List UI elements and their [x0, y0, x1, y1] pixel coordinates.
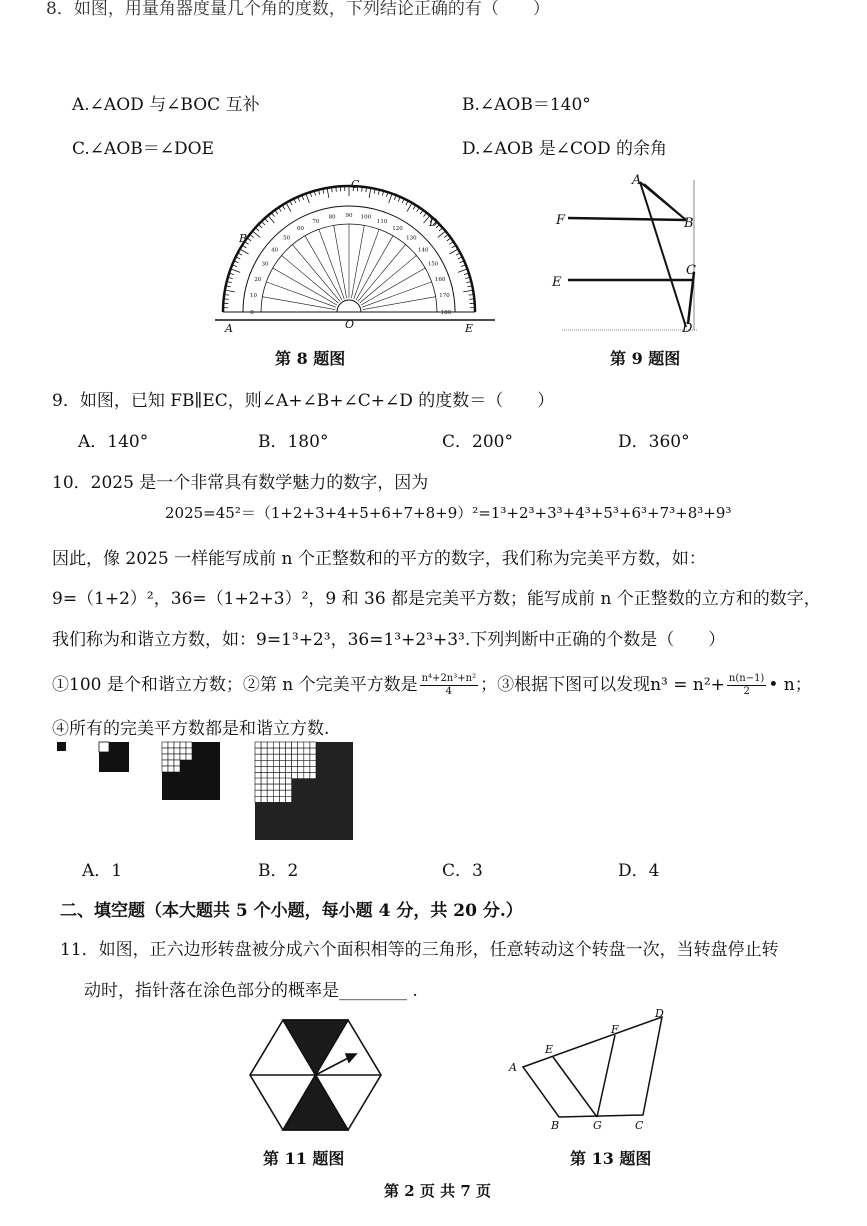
- protractor-tick: [452, 245, 456, 248]
- square-n4: [255, 742, 353, 840]
- grid-cell: [279, 754, 285, 760]
- grid-cell: [279, 773, 285, 779]
- protractor-tick: [449, 242, 453, 245]
- q10-option-c: C．3: [442, 861, 483, 881]
- protractor-scale-number: 120: [392, 225, 403, 232]
- protractor-label-d: D: [429, 216, 438, 229]
- q10-fraction-2: [727, 673, 766, 698]
- grid-cell: [162, 760, 168, 766]
- protractor-tick: [252, 231, 260, 237]
- protractor-tick: [286, 203, 291, 212]
- figure-9-caption: 第 9 题图: [610, 349, 681, 368]
- grid-cell: [261, 748, 267, 754]
- q10-line-4: 我们称为和谐立方数，如：9=1³+2³，36=1³+2³+3³.下列判断中正确的个数是（ ）: [52, 630, 726, 650]
- q9-option-d: D．360°: [618, 432, 690, 452]
- protractor-scale-number: 140: [418, 247, 429, 254]
- grid-cell: [279, 796, 285, 802]
- grid-cell: [255, 748, 261, 754]
- q8-option-d: D.∠AOB 是∠COD 的余角: [462, 139, 668, 159]
- protractor-tick: [231, 269, 240, 272]
- grid-cell: [273, 773, 279, 779]
- fig9-label-d: D: [682, 321, 693, 335]
- q10-fraction-1: [420, 673, 478, 698]
- q10-statement-3-end: • n；: [768, 675, 812, 695]
- grid-cell: [286, 773, 292, 779]
- grid-cell: [267, 766, 273, 772]
- fig13-label-b: B: [551, 1119, 560, 1132]
- grid-cell: [273, 778, 279, 784]
- shaded-triangle-top: [283, 1020, 348, 1075]
- q10-statement-1-2: ①100 是个和谐立方数；②第 n 个完美平方数是: [52, 675, 418, 695]
- protractor-scale-number: 70: [312, 218, 320, 225]
- grid-cell: [261, 784, 267, 790]
- grid-cell: [273, 760, 279, 766]
- protractor-tick: [327, 188, 329, 198]
- protractor-tick: [242, 245, 246, 248]
- protractor-tick: [444, 234, 448, 237]
- grid-cell: [310, 760, 316, 766]
- figure-13-caption: 第 13 题图: [570, 1149, 652, 1168]
- figure-11-caption: 第 11 题图: [263, 1149, 345, 1168]
- q10-frac2-denominator: 2: [743, 686, 750, 697]
- section-2-heading: 二、填空题（本大题共 5 个小题，每小题 4 分，共 20 分.）: [60, 901, 523, 921]
- q10-equation: 2025=45²＝（1+2+3+4+5+6+7+8+9）²=1³+2³+3³+4³+5³+6³+7³+8³+9³: [165, 504, 732, 522]
- q8-option-b: B.∠AOB＝140°: [462, 95, 591, 115]
- q9-option-b: B．180°: [258, 432, 329, 452]
- protractor-tick: [458, 269, 467, 272]
- grid-cell: [261, 766, 267, 772]
- grid-cell: [261, 778, 267, 784]
- grid-cell: [310, 742, 316, 748]
- protractor-tick: [261, 221, 264, 225]
- protractor-scale-number: 50: [283, 235, 291, 242]
- grid-cell: [310, 773, 316, 779]
- protractor-tick: [423, 213, 426, 217]
- protractor-tick: [420, 210, 423, 214]
- grid-cell: [168, 754, 174, 760]
- grid-cell: [267, 778, 273, 784]
- figure-9: [548, 170, 708, 335]
- protractor-tick: [268, 215, 274, 223]
- q9-option-c: C．200°: [442, 432, 513, 452]
- page-number-footer: 第 2 页 共 7 页: [384, 1182, 491, 1200]
- grid-cell: [286, 790, 292, 796]
- grid-cell: [255, 742, 261, 748]
- grid-cell: [292, 773, 298, 779]
- protractor-tick: [469, 299, 474, 300]
- grid-cell: [286, 766, 292, 772]
- protractor-tick: [282, 205, 285, 209]
- grid-cell: [255, 784, 261, 790]
- fig13-label-e: E: [545, 1043, 554, 1056]
- grid-cell: [304, 754, 310, 760]
- grid-cell: [255, 773, 261, 779]
- grid-cell: [180, 754, 186, 760]
- grid-cell: [162, 754, 168, 760]
- grid-cell: [273, 754, 279, 760]
- protractor-scale-number: 170: [439, 293, 450, 300]
- q10-option-d: D．4: [618, 861, 660, 881]
- grid-cell: [279, 742, 285, 748]
- figure-13: [505, 1005, 680, 1135]
- grid-cell: [273, 742, 279, 748]
- shaded-triangle-bottom: [283, 1075, 348, 1130]
- q10-line-2: 因此，像 2025 一样能写成前 n 个正整数和的平方的数字，我们称为完美平方数，如：: [52, 549, 706, 569]
- grid-cell: [168, 748, 174, 754]
- protractor-label-a: A: [225, 322, 233, 335]
- fig13-label-a: A: [509, 1061, 517, 1074]
- grid-cell: [168, 742, 174, 748]
- protractor-scale-number: 90: [345, 213, 353, 219]
- protractor-label-e: E: [465, 322, 474, 335]
- grid-cell: [273, 784, 279, 790]
- q9-stem: 9．如图，已知 FB∥EC，则∠A+∠B+∠C+∠D 的度数＝（ ）: [52, 391, 555, 411]
- grid-cell: [286, 784, 292, 790]
- protractor-scale-number: 100: [360, 214, 372, 221]
- protractor-scale-number: 40: [271, 247, 279, 254]
- protractor-tick: [336, 187, 337, 192]
- protractor-tick: [362, 187, 363, 192]
- protractor-tick: [255, 228, 259, 231]
- grid-cell: [298, 748, 304, 754]
- grid-cell: [261, 790, 267, 796]
- q10-frac1-denominator: 4: [445, 686, 453, 697]
- grid-cell: [298, 754, 304, 760]
- protractor-tick: [265, 218, 268, 222]
- grid-cell: [292, 748, 298, 754]
- protractor-label-c: C: [351, 178, 360, 191]
- square-n2: [99, 742, 129, 772]
- fig13-label-g: G: [593, 1119, 602, 1132]
- protractor-tick: [275, 210, 278, 214]
- grid-cell: [279, 760, 285, 766]
- grid-cell: [286, 778, 292, 784]
- line-fb: [568, 218, 686, 220]
- grid-cell: [267, 796, 273, 802]
- grid-cell: [279, 766, 285, 772]
- grid-cell: [255, 796, 261, 802]
- grid-cell: [273, 790, 279, 796]
- grid-cell: [279, 784, 285, 790]
- q10-line-3: 9=（1+2）²，36=（1+2+3）²，9 和 36 都是完美平方数；能写成前 n 个正整数的立方和的数字，: [52, 589, 821, 609]
- protractor-scale-number: 0: [250, 310, 254, 316]
- q10-squares-figure: [55, 738, 365, 843]
- protractor-tick: [250, 234, 254, 237]
- grid-cell: [292, 766, 298, 772]
- q10-statement-3: ；③根据下图可以发现n³ = n²+: [480, 675, 725, 695]
- grid-cell: [304, 773, 310, 779]
- q10-frac2-numerator: n(n−1): [728, 673, 765, 684]
- grid-cell: [174, 742, 180, 748]
- protractor-scale-number: 60: [297, 225, 304, 232]
- grid-cell: [304, 766, 310, 772]
- grid-cell: [168, 766, 174, 772]
- grid-cell: [261, 754, 267, 760]
- protractor-tick: [449, 249, 458, 254]
- protractor-tick: [224, 299, 229, 300]
- quadrilateral-abcd: [523, 1017, 662, 1117]
- q11-line-2: 动时，指针落在涂色部分的概率是________ .: [84, 981, 418, 1001]
- grid-cell: [261, 760, 267, 766]
- grid-cell: [279, 778, 285, 784]
- grid-cell: [255, 790, 261, 796]
- grid-cell: [255, 754, 261, 760]
- grid-cell: [267, 760, 273, 766]
- grid-cell: [310, 754, 316, 760]
- grid-cell: [267, 748, 273, 754]
- grid-cell: [168, 760, 174, 766]
- grid-cell: [304, 748, 310, 754]
- grid-cell: [279, 790, 285, 796]
- protractor-tick: [413, 205, 416, 209]
- grid-cell: [286, 742, 292, 748]
- grid-cell: [261, 773, 267, 779]
- grid-cell: [310, 748, 316, 754]
- protractor-scale-number: 20: [254, 276, 262, 283]
- square-n1: [57, 742, 66, 751]
- grid-cell: [267, 754, 273, 760]
- grid-cell: [255, 778, 261, 784]
- grid-cell: [267, 784, 273, 790]
- grid-cell: [186, 754, 192, 760]
- protractor-tick: [279, 208, 282, 212]
- grid-cell: [174, 760, 180, 766]
- grid-cell: [298, 742, 304, 748]
- protractor-tick: [463, 290, 473, 292]
- grid-cell: [267, 742, 273, 748]
- grid-cell: [310, 766, 316, 772]
- q9-option-a: A．140°: [78, 432, 149, 452]
- grid-cell: [304, 742, 310, 748]
- grid-cell: [286, 748, 292, 754]
- q10-line-1: 10．2025 是一个非常具有数学魅力的数字，因为: [52, 473, 429, 493]
- grid-cell: [292, 754, 298, 760]
- protractor-tick: [439, 228, 443, 231]
- protractor-label-o: O: [345, 318, 355, 331]
- protractor-tick: [271, 213, 274, 217]
- q8-stem: 8．如图，用量角器度量几个角的度数，下列结论正确的有（ ）: [46, 0, 550, 19]
- grid-cell: [186, 742, 192, 748]
- q11-line-1: 11．如图，正六边形转盘被分成六个面积相等的三角形，任意转动这个转盘一次，当转盘停止转: [60, 940, 779, 960]
- fig13-label-c: C: [635, 1119, 644, 1132]
- protractor-scale-number: 30: [261, 261, 269, 268]
- grid-cell: [267, 790, 273, 796]
- protractor-label-b: B: [239, 232, 248, 245]
- square-n3: [162, 742, 220, 800]
- grid-cell: [286, 796, 292, 802]
- protractor-figure: [215, 170, 500, 335]
- grid-cell: [180, 742, 186, 748]
- q10-option-a: A．1: [82, 861, 123, 881]
- protractor-scale-number: 150: [427, 261, 439, 268]
- grid-cell: [162, 742, 168, 748]
- grid-cell: [292, 742, 298, 748]
- grid-cell: [255, 766, 261, 772]
- q10-frac1-numerator: n⁴+2n³+n²: [421, 673, 477, 684]
- hexagon-spinner-figure: [248, 1018, 383, 1136]
- grid-cell: [298, 760, 304, 766]
- fig9-label-f: F: [556, 213, 566, 228]
- q10-statement-4: ④所有的完美平方数都是和谐立方数.: [52, 719, 330, 739]
- protractor-scale-number: 80: [328, 214, 336, 221]
- protractor-tick: [389, 194, 392, 203]
- q8-option-c: C.∠AOB＝∠DOE: [72, 139, 214, 159]
- figure-8-caption: 第 8 题图: [275, 349, 346, 368]
- grid-cell: [286, 760, 292, 766]
- grid-cell: [186, 748, 192, 754]
- grid-cell: [292, 760, 298, 766]
- grid-cell: [255, 760, 261, 766]
- q10-option-b: B．2: [258, 861, 299, 881]
- protractor-tick: [447, 238, 451, 241]
- fig9-label-a: A: [632, 173, 642, 188]
- protractor-scale-number: 130: [406, 235, 417, 242]
- grid-cell: [273, 766, 279, 772]
- grid-cell: [174, 754, 180, 760]
- fig9-label-e: E: [552, 275, 562, 290]
- grid-cell: [180, 748, 186, 754]
- protractor-tick: [258, 224, 262, 227]
- grid-cell: [304, 760, 310, 766]
- grid-cell: [273, 796, 279, 802]
- protractor-tick: [247, 238, 251, 241]
- protractor-tick: [417, 208, 420, 212]
- protractor-scale-number: 160: [434, 276, 446, 283]
- grid-cell: [162, 748, 168, 754]
- q10-statements-line: [52, 670, 812, 698]
- grid-cell: [267, 773, 273, 779]
- protractor-scale-number: 110: [376, 218, 388, 225]
- grid-cell: [298, 773, 304, 779]
- grid-cell: [298, 766, 304, 772]
- grid-cell: [174, 748, 180, 754]
- grid-cell: [286, 754, 292, 760]
- fig9-label-b: B: [684, 216, 694, 231]
- grid-cell: [261, 742, 267, 748]
- fig9-label-c: C: [686, 263, 696, 278]
- protractor-tick: [369, 188, 371, 198]
- fig13-label-f: F: [611, 1023, 619, 1036]
- grid-cell: [174, 766, 180, 772]
- grid-cell: [162, 766, 168, 772]
- protractor-scale-number: 180: [440, 310, 452, 316]
- protractor-tick: [225, 290, 235, 292]
- q8-option-a: A.∠AOD 与∠BOC 互补: [72, 95, 260, 115]
- protractor-tick: [240, 249, 249, 254]
- grid-cell: [261, 796, 267, 802]
- grid-cell: [273, 748, 279, 754]
- grid-cell: [279, 748, 285, 754]
- fig13-label-d: D: [655, 1007, 664, 1020]
- protractor-tick: [438, 231, 446, 237]
- protractor-tick: [306, 194, 309, 203]
- protractor-tick: [407, 203, 412, 212]
- protractor-scale-number: 10: [249, 293, 257, 300]
